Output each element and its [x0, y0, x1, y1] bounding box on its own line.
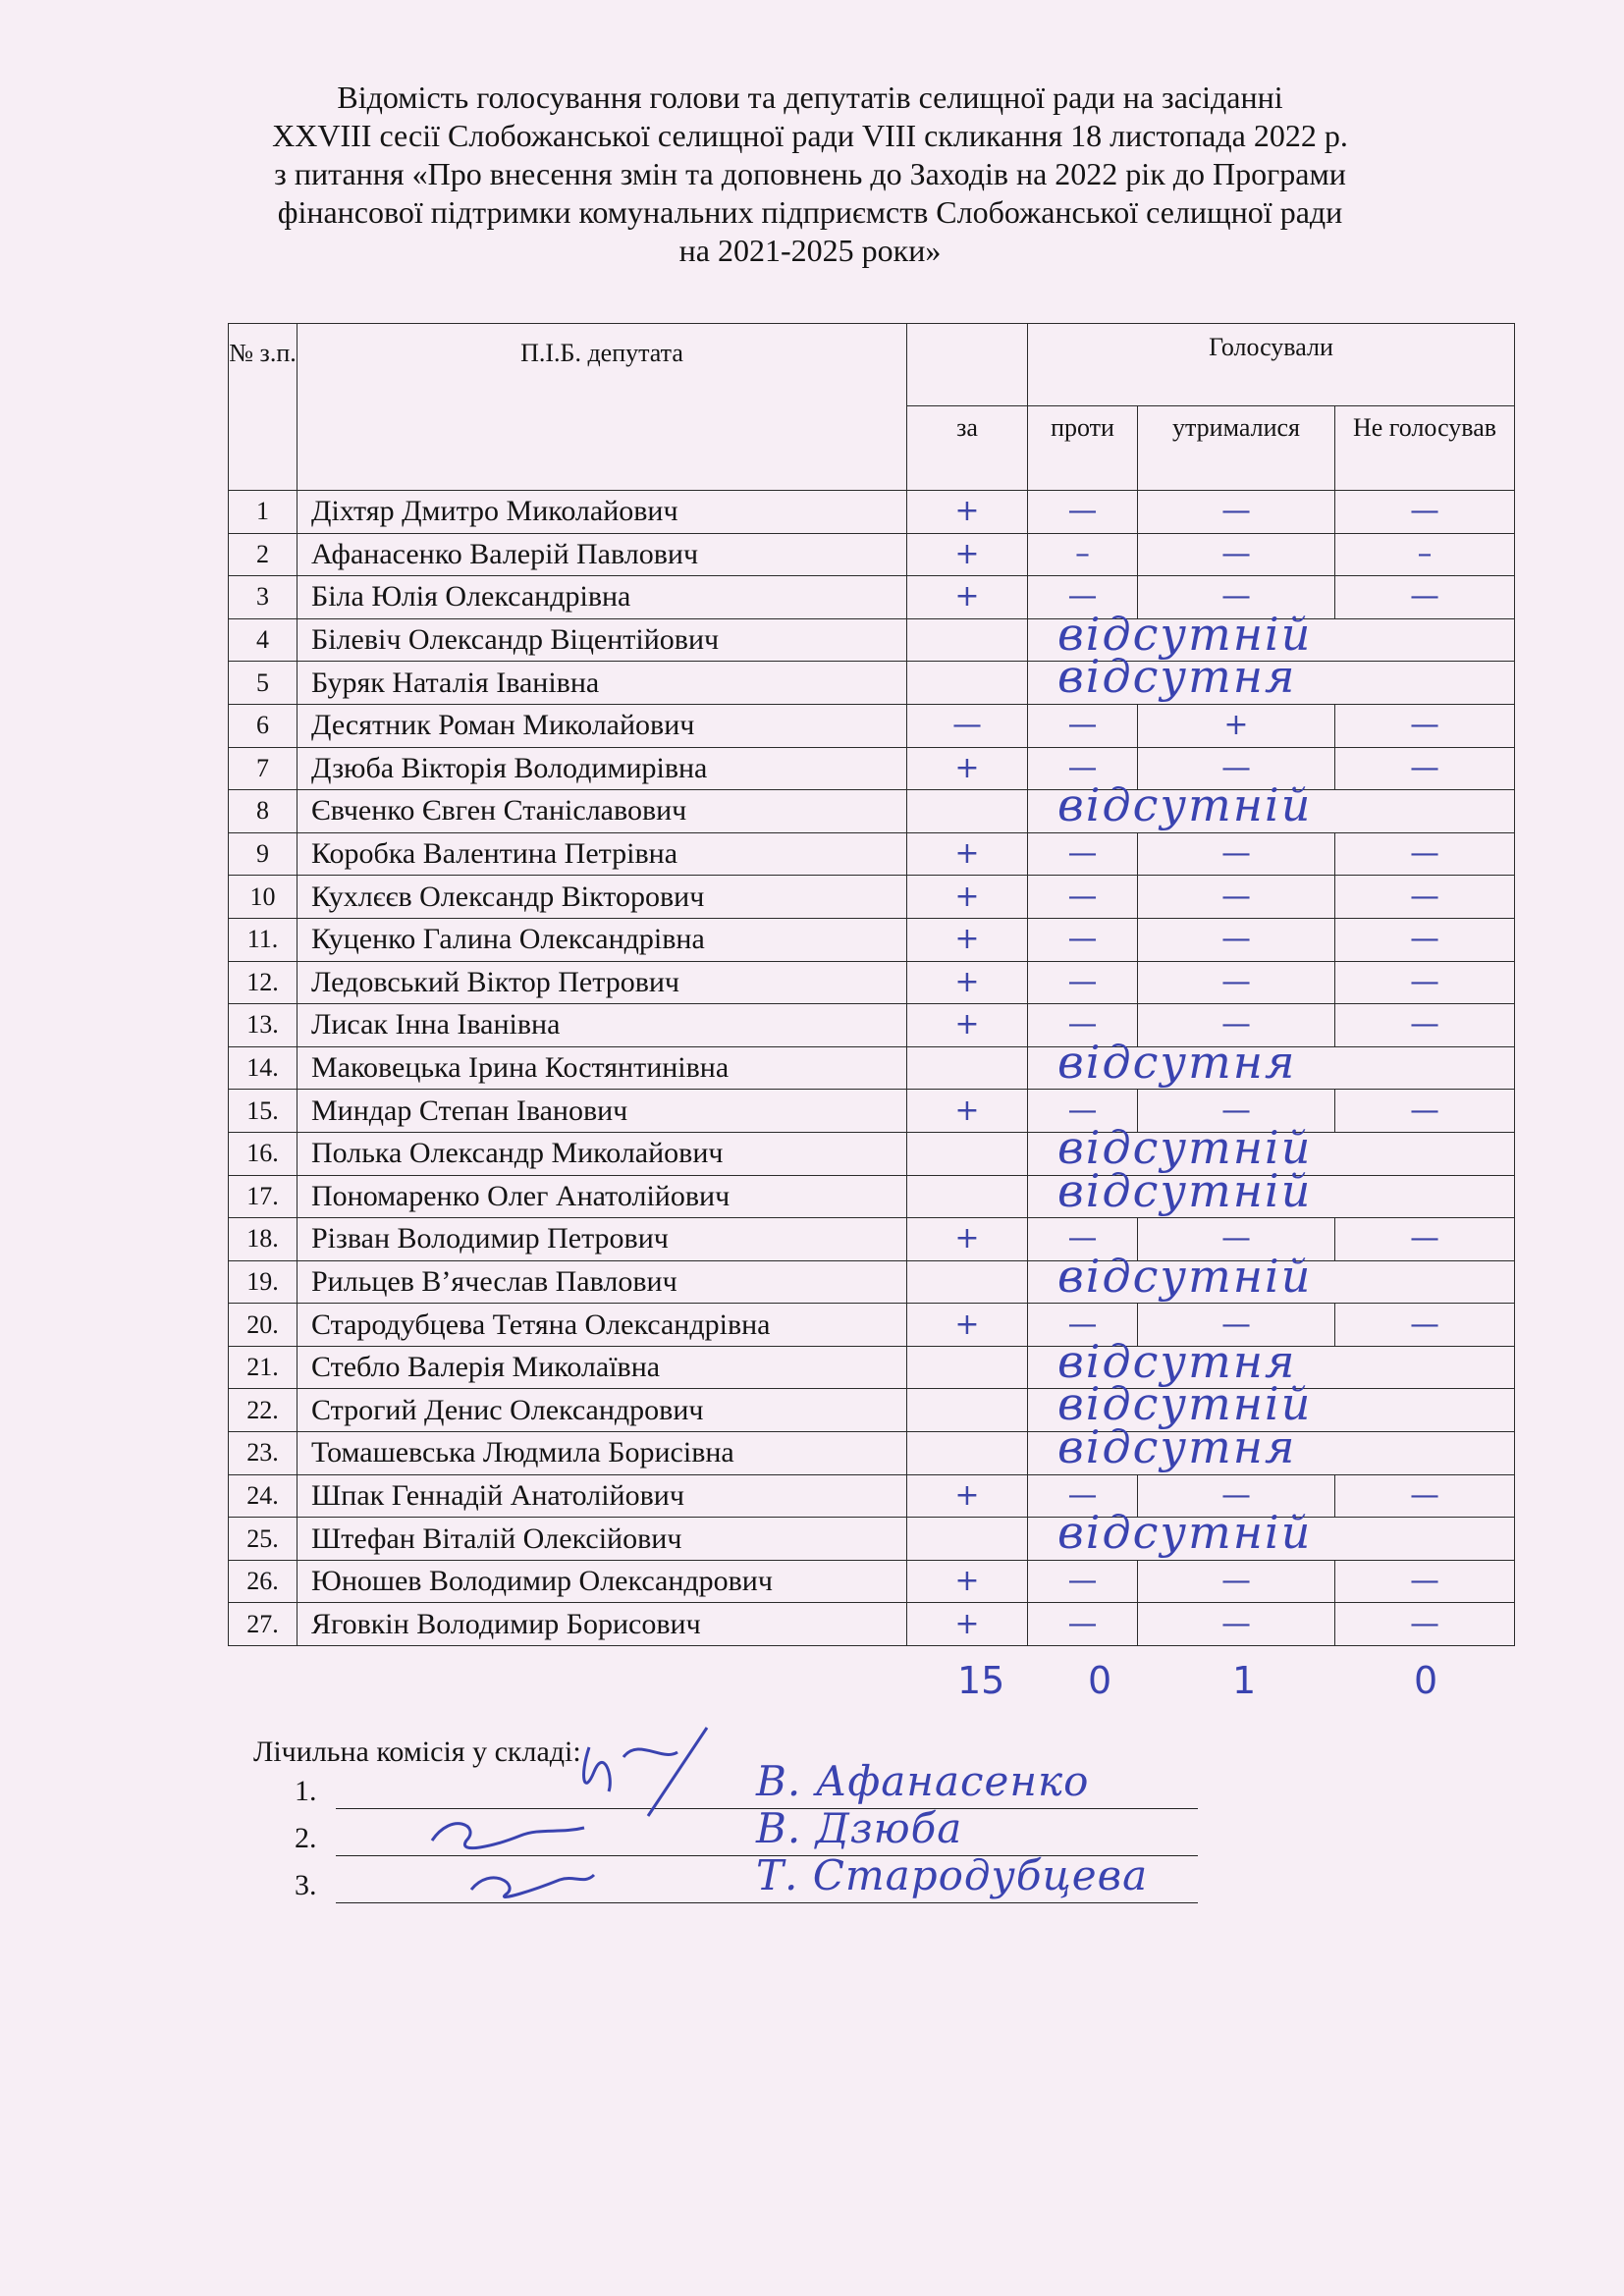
row-number: 16. — [229, 1132, 298, 1175]
table-row — [229, 1004, 1515, 1047]
vote-for: + — [907, 1560, 1028, 1603]
table-row — [229, 790, 1515, 833]
vote-abstained: — — [1138, 1090, 1335, 1133]
vote-against: — — [1028, 747, 1138, 790]
vote-for — [907, 790, 1028, 833]
row-number: 14. — [229, 1046, 298, 1090]
vote-for: + — [907, 918, 1028, 961]
vote-not-voted: — — [1335, 491, 1515, 534]
absent-handwritten: відсутня — [1057, 1334, 1297, 1388]
vote-abstained: — — [1138, 533, 1335, 576]
absent-handwritten: відсутній — [1057, 607, 1313, 661]
vote-abstained: — — [1138, 876, 1335, 919]
deputy-name: Десятник Роман Миколайович — [298, 704, 907, 747]
table-row — [229, 961, 1515, 1004]
row-number: 13. — [229, 1004, 298, 1047]
vote-not-voted: — — [1335, 876, 1515, 919]
deputy-name: Лисак Інна Іванівна — [298, 1004, 907, 1047]
title-line: фінансової підтримки комунальних підприємств Слобожанської селищної ради — [277, 194, 1343, 230]
table-row — [229, 576, 1515, 619]
table-row — [229, 1603, 1515, 1646]
absence-note — [1028, 1035, 1515, 1090]
absent-handwritten: відсутня — [1057, 650, 1297, 704]
header-blank — [907, 324, 1028, 406]
table-row — [229, 832, 1515, 876]
vote-not-voted: — — [1335, 1090, 1515, 1133]
vote-for: + — [907, 576, 1028, 619]
vote-against: — — [1028, 1218, 1138, 1261]
deputy-name: Коробка Валентина Петрівна — [298, 832, 907, 876]
vote-not-voted: — — [1335, 1218, 1515, 1261]
vote-not-voted: — — [1335, 576, 1515, 619]
member-number: 1. — [295, 1775, 317, 1807]
row-number: 11. — [229, 918, 298, 961]
vote-against: — — [1028, 832, 1138, 876]
vote-against: – — [1028, 533, 1138, 576]
header-abstained: утрималися — [1138, 406, 1335, 491]
deputy-name: Різван Володимир Петрович — [298, 1218, 907, 1261]
row-number: 17. — [229, 1175, 298, 1218]
deputy-name: Афанасенко Валерій Павлович — [298, 533, 907, 576]
vote-for — [907, 662, 1028, 705]
vote-not-voted: — — [1335, 832, 1515, 876]
vote-abstained: + — [1138, 704, 1335, 747]
vote-for: + — [907, 491, 1028, 534]
vote-abstained: — — [1138, 491, 1335, 534]
vote-against: — — [1028, 491, 1138, 534]
vote-against: — — [1028, 876, 1138, 919]
header-name: П.І.Б. депутата — [298, 324, 907, 491]
title-line: Відомість голосування голови та депутатів селищної ради на засіданні — [337, 80, 1283, 115]
absence-note — [1028, 1163, 1515, 1218]
absence-note — [1028, 1420, 1515, 1475]
vote-for — [907, 618, 1028, 662]
deputy-name: Діхтяр Дмитро Миколайович — [298, 491, 907, 534]
row-number: 22. — [229, 1389, 298, 1432]
vote-for — [907, 1132, 1028, 1175]
vote-not-voted: — — [1335, 918, 1515, 961]
absent-handwritten: відсутній — [1057, 1163, 1313, 1217]
row-number: 3 — [229, 576, 298, 619]
deputy-name: Ледовський Віктор Петрович — [298, 961, 907, 1004]
vote-abstained: — — [1138, 576, 1335, 619]
absent-handwritten: відсутній — [1057, 778, 1313, 832]
row-number: 7 — [229, 747, 298, 790]
vote-for: + — [907, 1004, 1028, 1047]
deputy-name: Біла Юлія Олександрівна — [298, 576, 907, 619]
absence-note — [1028, 1506, 1515, 1561]
vote-against: — — [1028, 918, 1138, 961]
table-row — [229, 1432, 1515, 1475]
voting-table — [228, 323, 1515, 1646]
deputy-name: Строгий Денис Олександрович — [298, 1389, 907, 1432]
vote-abstained: — — [1138, 832, 1335, 876]
row-number: 21. — [229, 1346, 298, 1389]
vote-against: — — [1028, 1090, 1138, 1133]
table-row — [229, 533, 1515, 576]
commission-label: Лічильна комісія у складі: — [253, 1735, 581, 1768]
row-number: 24. — [229, 1474, 298, 1518]
absence-note — [1028, 778, 1515, 833]
header-for: за — [907, 406, 1028, 491]
vote-not-voted: — — [1335, 1603, 1515, 1646]
table-row — [229, 1560, 1515, 1603]
vote-for: + — [907, 832, 1028, 876]
vote-not-voted: – — [1335, 533, 1515, 576]
vote-for: + — [907, 1474, 1028, 1518]
vote-for: + — [907, 961, 1028, 1004]
absent-handwritten: відсутній — [1057, 1120, 1313, 1174]
vote-for — [907, 1046, 1028, 1090]
vote-abstained: — — [1138, 961, 1335, 1004]
member-handwritten-name: В. Афанасенко — [756, 1757, 1090, 1805]
vote-totals — [0, 1659, 1624, 1708]
vote-against: — — [1028, 1603, 1138, 1646]
row-number: 9 — [229, 832, 298, 876]
deputy-name: Буряк Наталія Іванівна — [298, 662, 907, 705]
deputy-name: Стародубцева Тетяна Олександрівна — [298, 1304, 907, 1347]
signature-3 — [471, 1875, 594, 1896]
table-row — [229, 1175, 1515, 1218]
vote-not-voted: — — [1335, 1560, 1515, 1603]
table-row — [229, 1090, 1515, 1133]
vote-for: + — [907, 876, 1028, 919]
row-number: 4 — [229, 618, 298, 662]
table-row — [229, 1346, 1515, 1389]
table-row — [229, 1218, 1515, 1261]
absence-note — [1028, 650, 1515, 705]
vote-abstained: — — [1138, 1474, 1335, 1518]
member-handwritten-name: В. Дзюба — [756, 1804, 963, 1852]
row-number: 18. — [229, 1218, 298, 1261]
deputy-name: Кухлєєв Олександр Вікторович — [298, 876, 907, 919]
absent-handwritten: відсутня — [1057, 1420, 1297, 1474]
vote-for — [907, 1389, 1028, 1432]
table-row — [229, 1260, 1515, 1304]
deputy-name: Дзюба Вікторія Володимирівна — [298, 747, 907, 790]
table-row — [229, 918, 1515, 961]
total-not-voted: 0 — [1414, 1659, 1438, 1702]
row-number: 1 — [229, 491, 298, 534]
total-for: 15 — [957, 1659, 1005, 1702]
vote-for — [907, 1260, 1028, 1304]
vote-abstained: — — [1138, 1004, 1335, 1047]
signature-1 — [584, 1728, 707, 1816]
deputy-name: Пономаренко Олег Анатолійович — [298, 1175, 907, 1218]
vote-abstained: — — [1138, 918, 1335, 961]
table-row — [229, 491, 1515, 534]
row-number: 5 — [229, 662, 298, 705]
vote-against: — — [1028, 961, 1138, 1004]
row-number: 20. — [229, 1304, 298, 1347]
row-number: 15. — [229, 1090, 298, 1133]
row-number: 26. — [229, 1560, 298, 1603]
title-line: з питання «Про внесення змін та доповнень до Заходів на 2022 рік до Програми — [274, 156, 1346, 191]
deputy-name: Полька Олександр Миколайович — [298, 1132, 907, 1175]
table-row — [229, 1518, 1515, 1561]
table-row — [229, 1474, 1515, 1518]
deputy-name: Шпак Геннадій Анатолійович — [298, 1474, 907, 1518]
row-number: 12. — [229, 961, 298, 1004]
vote-against: — — [1028, 1560, 1138, 1603]
absent-handwritten: відсутній — [1057, 1249, 1313, 1303]
row-number: 27. — [229, 1603, 298, 1646]
table-row — [229, 747, 1515, 790]
vote-for — [907, 1175, 1028, 1218]
vote-not-voted: — — [1335, 1304, 1515, 1347]
header-against: проти — [1028, 406, 1138, 491]
vote-against: — — [1028, 1004, 1138, 1047]
signature-2 — [432, 1824, 584, 1848]
header-number: № з.п. — [229, 324, 298, 491]
row-number: 23. — [229, 1432, 298, 1475]
table-row — [229, 704, 1515, 747]
member-number: 2. — [295, 1822, 317, 1854]
vote-for: + — [907, 533, 1028, 576]
header-not-voted: Не голосував — [1335, 406, 1515, 491]
vote-for — [907, 1518, 1028, 1561]
vote-against: — — [1028, 704, 1138, 747]
deputy-name: Маковецька Ірина Костянтинівна — [298, 1046, 907, 1090]
vote-for: + — [907, 1304, 1028, 1347]
vote-not-voted: — — [1335, 747, 1515, 790]
member-handwritten-name: Т. Стародубцева — [756, 1851, 1149, 1899]
deputy-name: Стебло Валерія Миколаївна — [298, 1346, 907, 1389]
vote-not-voted: — — [1335, 704, 1515, 747]
vote-abstained: — — [1138, 1603, 1335, 1646]
table-row — [229, 1132, 1515, 1175]
deputy-name: Рильцев В’ячеслав Павлович — [298, 1260, 907, 1304]
deputy-name: Миндар Степан Іванович — [298, 1090, 907, 1133]
handwritten-signatures — [412, 1718, 766, 1914]
deputy-name: Яговкін Володимир Борисович — [298, 1603, 907, 1646]
deputy-name: Штефан Віталій Олексійович — [298, 1518, 907, 1561]
title-line: XXVIII сесії Слобожанської селищної ради VIII скликання 18 листопада 2022 р. — [272, 118, 1348, 153]
header-voted: Голосували — [1028, 324, 1515, 406]
vote-abstained: — — [1138, 1304, 1335, 1347]
document-title — [226, 79, 1394, 270]
deputy-name: Куценко Галина Олександрівна — [298, 918, 907, 961]
vote-not-voted: — — [1335, 1474, 1515, 1518]
row-number: 6 — [229, 704, 298, 747]
vote-abstained: — — [1138, 747, 1335, 790]
deputy-name: Юношев Володимир Олександрович — [298, 1560, 907, 1603]
vote-for: + — [907, 1090, 1028, 1133]
row-number: 10 — [229, 876, 298, 919]
table-row — [229, 1389, 1515, 1432]
total-abstained: 1 — [1232, 1659, 1257, 1702]
member-number: 3. — [295, 1869, 317, 1901]
row-number: 19. — [229, 1260, 298, 1304]
vote-abstained: — — [1138, 1218, 1335, 1261]
vote-not-voted: — — [1335, 961, 1515, 1004]
row-number: 25. — [229, 1518, 298, 1561]
title-line: на 2021-2025 роки» — [678, 233, 942, 268]
deputy-name: Білевіч Олександр Віцентійович — [298, 618, 907, 662]
absent-handwritten: відсутня — [1057, 1035, 1297, 1089]
deputy-name: Євченко Євген Станіславович — [298, 790, 907, 833]
vote-not-voted: — — [1335, 1004, 1515, 1047]
table-row — [229, 1304, 1515, 1347]
absent-handwritten: відсутній — [1057, 1506, 1313, 1560]
table-row — [229, 1046, 1515, 1090]
vote-against: — — [1028, 1304, 1138, 1347]
vote-for: — — [907, 704, 1028, 747]
absence-note — [1028, 1249, 1515, 1304]
vote-for: + — [907, 1218, 1028, 1261]
vote-for — [907, 1346, 1028, 1389]
table-body — [229, 491, 1515, 1646]
vote-for: + — [907, 747, 1028, 790]
table-row — [229, 662, 1515, 705]
vote-against: — — [1028, 1474, 1138, 1518]
vote-abstained: — — [1138, 1560, 1335, 1603]
table-row — [229, 876, 1515, 919]
vote-for — [907, 1432, 1028, 1475]
deputy-name: Томашевська Людмила Борисівна — [298, 1432, 907, 1475]
row-number: 2 — [229, 533, 298, 576]
row-number: 8 — [229, 790, 298, 833]
vote-against: — — [1028, 576, 1138, 619]
table-row — [229, 618, 1515, 662]
vote-for: + — [907, 1603, 1028, 1646]
total-against: 0 — [1088, 1659, 1112, 1702]
absent-handwritten: відсутній — [1057, 1377, 1313, 1431]
